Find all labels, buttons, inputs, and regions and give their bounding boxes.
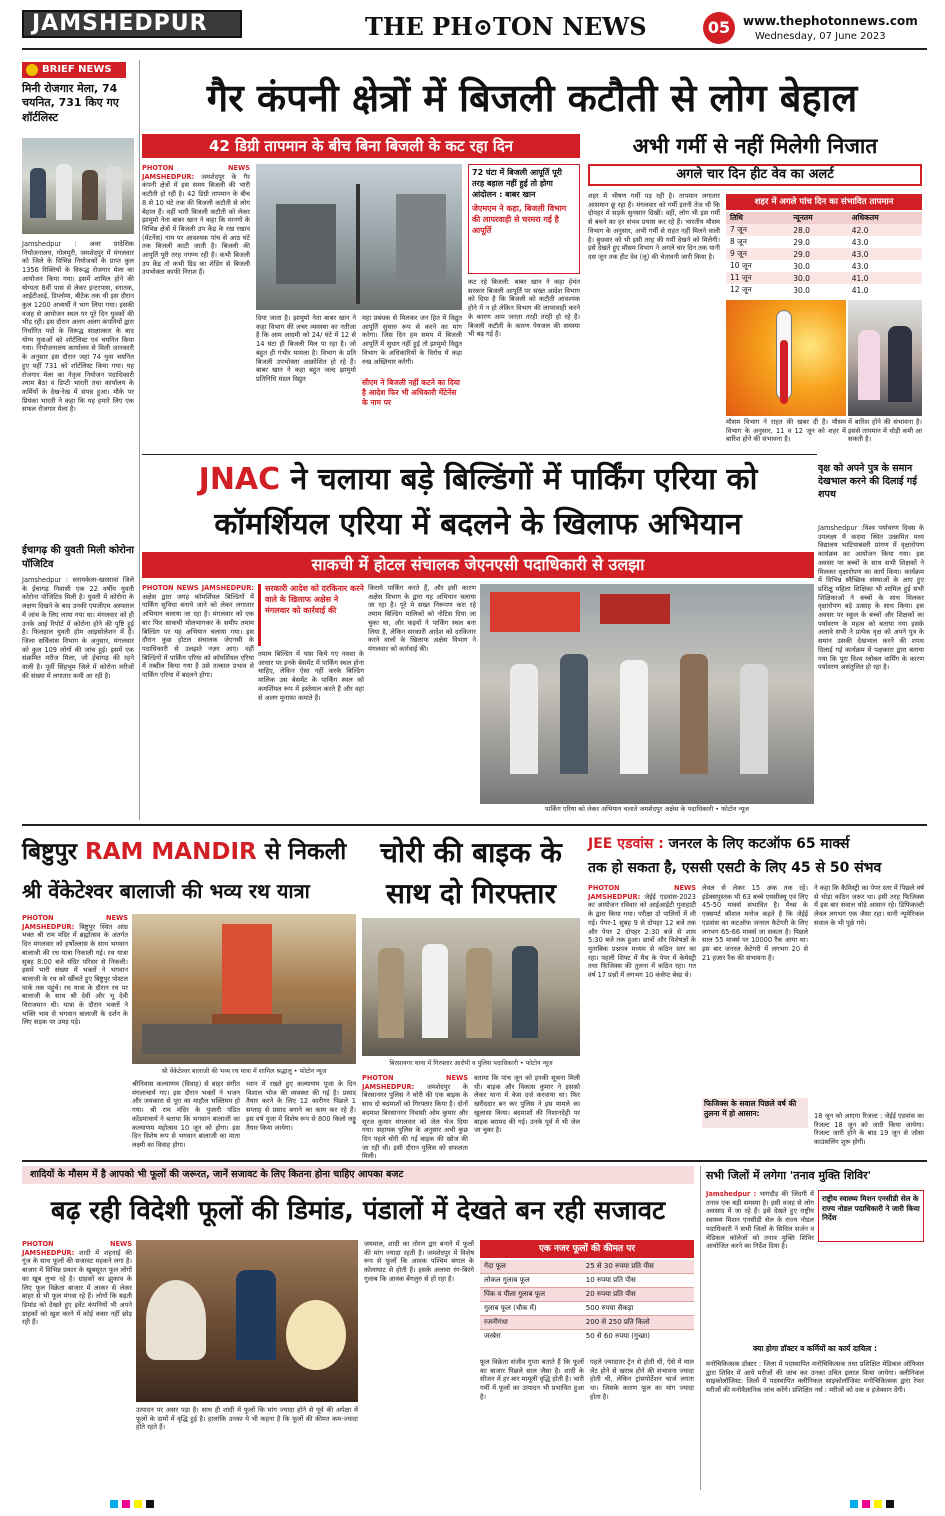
- power-body-3: महा प्रबंधक से मिलकर जन हित में विद्युत आपूर्ति सुचारु रूप से करने का मांग करेगा। जिस दिन हम समय में बिजली आपूर्ति में सुधार नहीं हुई तो झामुमो विद्युत विभाग के अधिकारियों के विरोध में कड़ा रुख अख्तियार करेगी।: [362, 314, 462, 366]
- table-row: 11 जून 30.0 41.0: [726, 272, 922, 284]
- brief-headline: मिनी रोजगार मेला, 74 चयनित, 731 किए गए शॉर्टलिस्ट: [22, 82, 119, 124]
- jee-body-1: [588, 884, 696, 1154]
- corona-body: Jamshedpur : सरायकेला-खरसावां जिले के ईचागढ़ निवासी एक 22 वर्षीय युवती कोरोना पॉजिटिव मिली है। युवती में कोरोना के लक्षण दिखने के बाद उनकी एमजीएम अस्पताल में जांच के लिए लाया गया था। मंगलवार को ही उनके आई रिपोर्ट में कोरोना होने की पुष्टि हुई है। फिलहाल युवती होम आइसोलेशन में हैं। जिला सर्विलांस विभाग के अनुसार, मंगलवार को कुल 109 लोगों की जांच हुई। इसमें एक संक्रमित मरीज मिला, जो ईचागढ़ की रहने वाली है। पूर्वी सिंहभूम जिले में कोरोना मरीजों की संख्या में लगातार कमी आ रही है।: [22, 576, 134, 680]
- tree-body: Jamshedpur :विश्व पर्यावरण दिवस के उपलक्ष्य में कदमा स्थित उत्क्रमित मध्य विद्यालय भाटियाबस्ती प्रांगण में वृक्षारोपण कार्यक्रम का आयोजन किया गया। इस अवसर पर बच्चों के साथ सभी शिक्षकों ने मिलकर वृक्षारोपण का कार्य किया। कार्यक्रम में विभिन्न स्वैच्छिक संस्थाओं के आए हुए प्रशिक्षु महिला शिक्षिका भी शामिल हुई सभी शिक्षिकाओं ने बच्चों के साथ मिलकर वृक्षारोपण बड़े उत्साह के साथ किया। इस अवसर पर स्कूल के बच्चों और शिक्षकों का पर्यावरण के महत्व को बताया गया इसके अलावे सभी ने प्रत्येक वृक्ष को अपने पुत्र के समान उसकी देखभाल करने की शपथ दिलाई गई कार्यक्रम में पक्षकारा द्वारा बताया गया कि पूरा विश्व ग्लोबल वार्मिंग के कारण पर्यावरण असंतुलित हो रहा है।: [818, 524, 924, 672]
- jee-note: 18 जून को आएगा रिजल्ट : जेईई एडवांस का रिजल्ट 18 जून को जारी किया जायेगा। रिजल्ट जारी होने के बाद 19 जून से जोसा काउंसलिंग शुरू होगी।: [814, 1112, 924, 1147]
- ram-text-1: बिष्टुपुर स्थित आंध्र भक्त श्री राम मंदिर में ब्रह्मोत्सव के अंतर्गत दिन मंगलवार को हर्षोल्लास के साथ भगवान बालाजी की रथ यात्रा निकाली गई। रथ यात्रा सुबह 8:00 बजे मंदिर परिसर से निकली। इसमें भारी संख्या में भक्तों ने भगवान बालाजी के रथ को खींचते हुए बिष्टुपुर पोस्टल पार्क तक पहुंचे। रथ यात्रा के दौरान रथ पर बालाजी के साथ श्री देवी और भू देवी विराजमान थी। यात्रा के दौरान भक्तों ने भक्ति भाव से भगवान बालाजी के दर्शन के लिए सड़क पर उमड़ पड़े।: [22, 922, 128, 1027]
- heat-table: [726, 212, 922, 296]
- power-body-4: कट रहे बिजली: बाबर खान ने कहा हेमंत सरकार बिजली आपूर्ति पर सख्त आदेश विभाग को दिया है कि बिजली को कटौती आवश्यक होने में न हो लेकिन विभाग की लापरवाही करने के कारण आम जनता तरही तरही हो रहे हैं। बिजली कटौती के कारण पेयजल की समस्या भी बढ़ गई है।: [468, 278, 580, 339]
- jee-body-3: ने कहा कि कैमिस्ट्री का पेपर स्तर में पिछले वर्ष से थोड़ा कठिन जरूर था। इसी तरह फिजिक्स में इस बार सवाल थोड़े आसान रहे। डिफिकल्टी लेवल लगभग एक जैसा रहा। यानी न्यूमेरिकल सवाल के भी पूछे गये।: [814, 884, 924, 927]
- jnac-headline-2: कॉमर्शियल एरिया में बदलने के खिलाफ अभियान: [214, 507, 742, 542]
- power-subhead: 42 डिग्री तापमान के बीच बिना बिजली के कट रहा दिन: [142, 134, 580, 158]
- ram-byline: PHOTON NEWS JAMSHEDPUR:: [22, 914, 128, 931]
- city-name: JAMSHEDPUR: [32, 11, 208, 36]
- bike-byline: PHOTON NEWS JAMSHEDPUR:: [362, 1074, 468, 1091]
- camp-body-2: मनोचिकित्सक डॉक्टर : जिला में पदस्थापित मनोचिकित्सक तथा प्रशिक्षित मेडिकल ऑफिसर द्वारा शिविर में आये मरीजों की जांच कर उनका उचित इलाज किया जायेगा। क्लीनिकल साइकोलॉजिस्ट: जिलों में पदस्थापित क्लीनिकल साइकोलॉजिस्ट मनोचिकित्सक द्वारा रेफर मरीजों की मनोवैज्ञानिक जांच करेंगे। प्रशिक्षित नर्स : मरीजों को दवा व इंजेक्शन देंगी।: [706, 1360, 924, 1395]
- flowers-body-5: पहले ज्यादातर ट्रेन से होती थी, ऐसे में माल लेट होने से खराब होने की संभावना ज्यादा होती थी, लेकिन ट्रांसपोर्टेशन चार्ज लगता था। जिसके कारण फूल का मांग ज्यादा होता है।: [590, 1358, 694, 1401]
- ram-body-2: श्रीनिवास कल्याणम (विवाह) से बाहर संगीत मंगलाचार्य गए। इस दौरान भक्तों ने भजन और जयकारा से पूरा का माहौल भक्तिमय हो गया। श्री राम मंदिर के पुजारी पंडित कोंडमाचार्य ने बताया कि भगवान बालाजी का कल्याणम महोत्सव 10 जून को होगा। इस दिन विशेष रूप से भगवान बालाजी का माता लक्ष्मी का विवाह होगा।: [132, 1080, 240, 1149]
- camp-mid-heading: क्या होगा डॉक्टर व कर्मियों का कार्य दायित्व :: [753, 1344, 877, 1353]
- bike-body-1: [362, 1074, 468, 1161]
- camp-byline: Jamshedpur :: [706, 1190, 757, 1198]
- flowers-body-2: उत्पादन पर असर पड़ा है। साथ ही शादी में फूलों कि मांग ज्यादा होने से पूर्व की अपेक्षा में फूलों के दामों में वृद्धि हुई है। हालांकि उनका ये भी कहना है कि फूलों की कीमत कम-ज्यादा होते रहते हैं।: [136, 1406, 358, 1432]
- jee-byline: PHOTON NEWS JAMSHEDPUR:: [588, 884, 696, 901]
- jnac-headline-rest: ने चलाया बड़े बिल्डिंगों में पार्किंग एरिया को: [290, 462, 758, 497]
- bike-headline-2: साथ दो गिरफ्तार: [386, 877, 556, 910]
- power-byline: PHOTON NEWS JAMSHEDPUR:: [142, 164, 250, 181]
- jnac-text-1: अक्षेस द्वारा जगह कॉमर्शियल बिल्डिंगों में पार्किंग सुविधा बनाये जाने को लेकर लगातार अभियान चलाया जा रहा है। मंगलवार को एक बार फिर साकची मोलभागकर के समीप तमाम बिल्डिंग पर यह अभियान चलाया गया। इस दौरान कुछ होटल संचालक जेएनसी के पदाधिकारी से उलझते नज़र आए। वहीं बिल्डिंगों में पार्किंग एरिया को कॉमर्शियल एरिया में तब्दील किया गया है उसे तत्काल प्रभाव से पार्किंग एरिया में बदलने होगा।: [142, 592, 254, 680]
- heat-body-2: मौसम विभाग ने राहत की खबर दी है। मौसम विभाग के अनुसार, 11 व 12 जून को शहर में बारिश होने की संभावना है।: [726, 418, 846, 444]
- jnac-body-1: [142, 584, 254, 814]
- jnac-subhead: साकची में होटल संचालक जेएनएसी पदाधिकारी से उलझा: [142, 552, 814, 578]
- registration-marks: [110, 1500, 910, 1508]
- jee-headline-2: तक हो सकता है, एससी एसटी के लिए 45 से 50 संभव: [588, 860, 882, 876]
- section-rule-2: [22, 824, 927, 826]
- table-row: 9 जून 29.0 43.0: [726, 248, 922, 260]
- jee-text-1: जेईई एडवांस-2023 का आयोजन रविवार को आईआईटी गुवाहाटी के द्वारा किया गया। परीक्षा दो पालियों में ली गई। पेपर-1 सुबह 9 से दोपहर 12 बजे तक और पेपर 2 दोपहर 2:30 बजे से शाम 5:30 बजे तक हुआ। छात्रों और विशेषज्ञों के मुताबिक प्रश्नपत्र मध्यम से कठिन स्तर का रहा। पहली शिफ्ट में मैथ के पेपर में केमेस्ट्री तथा फिजिक्स की तुलना में कठिन रहा। गत वर्ष 17 प्रश्नों में लगभग 10 कंसेप्ट बेस्ड थे।: [588, 892, 696, 980]
- jee-headline-tag: JEE एडवांस :: [588, 836, 664, 852]
- heat-col-max: अधिकतम: [851, 213, 879, 222]
- ram-headline-place: बिष्टुपुर: [22, 839, 77, 865]
- brief-badge: [22, 62, 126, 78]
- camp-box: राष्ट्रीय स्वास्थ्य मिशन एनसीडी सेल के राज्य नोडल पदाधिकारी ने जारी किया निर्देश: [818, 1190, 924, 1242]
- heat-subhead: अगले चार दिन हीट वेव का अलर्ट: [588, 164, 922, 186]
- camp-headline: सभी जिलों में लगेगा 'तनाव मुक्ति शिविर': [706, 1169, 872, 1182]
- jnac-byline: PHOTON NEWS JAMSHEDPUR:: [142, 584, 254, 592]
- bike-body-2: बताया कि पांच जून को इनकी सूचना मिली थी। बाइक और विकास कुमार ने इसको लेकर थाना में केस दर्ज करवाया था। फिर खरीददार बन कर पुलिस ने इस मामले का खुलासा किया। बदमाशों की निशानदेही पर बाइक बरामद की गई। उनके पूर्व में भी जेल जा चुका है।: [474, 1074, 580, 1135]
- jee-headline-1: [588, 832, 924, 856]
- table-row: जरबेरा 50 से 60 रुपया (गुच्छा): [484, 1332, 650, 1340]
- jnac-headline-acronym: JNAC: [198, 462, 281, 497]
- power-bullet-2: जेएमएम ने कहा, बिजली विभाग की लापरवाही से चरमरा गई है आपूर्ति: [472, 204, 567, 235]
- table-row: 8 जून 29.0 43.0: [730, 237, 869, 247]
- heat-thermometer-photo: [726, 300, 846, 416]
- flowers-byline: PHOTON NEWS JAMSHEDPUR:: [22, 1240, 132, 1257]
- power-substation-photo: [256, 164, 462, 310]
- camp-divider: [700, 1166, 701, 1490]
- table-row: पिंक व पीला गुलाब फूल 20 रुपया प्रति पीस: [480, 1288, 694, 1302]
- camp-text-1: भागदौड़ की जिंदगी में तनाव एक बड़ी समस्या है। इसी वजह से लोग अवसाद में जा रहे हैं। इसे देखते हुए राष्ट्रीय स्वास्थ्य मिशन एनसीडी सेल के राज्य नोडल पदाधिकारी ने सभी जिलों के सिविल सर्जन व मेडिकल कॉलेजों को तनाव मुक्ति शिविर आयोजित करने का निर्देश दिया है।: [706, 1190, 814, 1251]
- flowers-shop-photo: [136, 1240, 358, 1402]
- bike-text-1: जमशेदपुर के बिरसानगर पुलिस ने चोरी की एक बाइक के साथ दो बदमाशों को गिरफ्तार किया है। दोनों बदमाश बिरसानगर निवासी ओम कुमार और सूरज कुमार मंगलवार को जेल भेज दिया गया। सहायक पुलिस के अनुसार अभी कुछ दिन पहले चोरी की गई बाइक की खोज की जा रही थी। इसी दौरान पुलिस को सफलता मिली।: [362, 1082, 468, 1161]
- power-quote: सीएम ने बिजली नहीं कटने का दिया है आदेश फिर भी अधिकारी मेंटेनेंस के नाम पर: [362, 378, 461, 407]
- flowers-body-3: जयमाल, शादी का तोरण द्वार बनाने में फूलों की मांग ज्यादा रहती है। जमशेदपुर में विशेष रूप से फूलों कि आवक पश्चिम बंगाल के कोलाघाट से होती है। इसके अलावा रंग-बिरंगे गुलाब कि आवक बेंगलुरु से हो रहा है।: [364, 1240, 474, 1283]
- bike-headline-1: चोरी की बाइक के: [380, 836, 562, 869]
- ram-chariot-photo: [132, 914, 356, 1064]
- ram-body-3: ध्यान में रखते हुए कल्याणम पूजा के दिन विशाल भोज की व्यवस्था की गई है। प्रसाद तैयार करने के लिए 12 कारीगर पिछले 1 सप्ताह से प्रसाद बनाने का काम कर रहे हैं। इस वर्ष पूजा में विशेष रूप से 800 किलो लड्डू तैयार किया जायेगा।: [246, 1080, 356, 1132]
- issue-date: Wednesday, 07 June 2023: [755, 31, 886, 42]
- power-bullets: [468, 164, 580, 274]
- flowers-text-1: शादी में शहनाई की गूंज के साथ फूलों की सजावट महकने लगा है। बाजार में विभिन्न प्रकार के खूबसूरत फूल लोगों का खूब लुभा रहे है। ग्राहकों का झुकाव के लिए फूल विक्रेता बाजार में लाकर से लेकर बाहर से भी फूल मंगवा रहे हैं। लोगों कि बढ़ती डिमांड को देखते हुए इवेंट कंपनियों भी अपने ग्राहकों को खुश करने में कोई कसर नहीं छोड़ रही हैं।: [22, 1248, 132, 1327]
- masthead-rule: [22, 48, 927, 50]
- table-row: गेंदा फूल 25 से 30 रुपया प्रति पीस: [480, 1260, 694, 1274]
- heat-col-date: तिथि: [730, 213, 743, 222]
- paper-name: THE PH⊙TON NEWS: [365, 12, 647, 41]
- table-row: लोकल गुलाब फूल 10 रुपया प्रति पीस: [480, 1274, 694, 1288]
- page-number: 05: [703, 12, 735, 44]
- heat-body: शहर में भीषण गर्मी पड़ रही है। तापमान लगातार आसमान छू रहा है। मंगलवार को गर्मी इतनी तेज थी कि दोपहर में सड़कें सुनसान दिखीं। वहीं, लोग भी इस गर्मी से बचने का हर संभव प्रयास कर रहे हैं। भारतीय मौसम विभाग के अनुसार, अभी गर्मी से राहत नहीं मिलने वाली है। बुधवार को भी इसी तरह की गर्मी देखने को मिलेगी। इसे देखते हुए मौसम विभाग ने अगले चार दिन तक यानी दस जून तक हीट वेव (लू) की चेतावनी जारी किया है।: [588, 192, 720, 261]
- bike-arrest-photo: [362, 918, 580, 1056]
- table-row: 7 जून 28.0 42.0: [726, 224, 922, 236]
- heat-body-3: में बारिश होने की संभावना है। इससे तापमान में थोड़ी कमी आ सकती है।: [848, 418, 922, 444]
- power-headline: गैर कंपनी क्षेत्रों में बिजली कटौती से लोग बेहाल: [206, 76, 858, 120]
- ram-headline-temple: RAM MANDIR: [85, 839, 257, 865]
- ram-headline-1: [22, 832, 356, 872]
- flowers-headline: बढ़ रही विदेशी फूलों की डिमांड, पंडालों में देखते बन रही सजावट: [50, 1196, 666, 1226]
- flowers-price-table: [480, 1260, 694, 1343]
- jee-box: फिजिक्स के सवाल पिछले वर्ष की तुलना में हो आसान:: [702, 1098, 808, 1128]
- bike-caption: बिरसानगर थाना में गिरफ्तार आरोपी व पुलिस पदाधिकारी • फोटोन न्यूज: [389, 1060, 553, 1067]
- camp-body-1: [706, 1190, 814, 1340]
- flowers-kicker: शादियों के मौसम में है आपको भी फूलों की जरूरत, जानें सजावट के लिए कितना होना चाहिए आपका बजट: [22, 1166, 694, 1184]
- section-rule-3: [22, 1160, 927, 1162]
- jnac-body-3: किराये पार्किंग करते हैं, और इसी कारण अक्षेस विभाग के द्वारा यह अभियान चलाया जा रहा है। पूरे मे सख्त निरूपण करा रहे तमाम बिल्डिंग मालिकों को नोटिस दिया जा चुका था, और कइयों ने पार्किंग स्थल बना लिया है, लेकिन सरकारी आदेश को दरकिनार करने वालों के खिलाफ अक्षेस विभाग ने मंगलवार को कार्रवाई की।: [368, 584, 476, 653]
- heat-headline: अभी गर्मी से नहीं मिलेगी निजात: [632, 134, 878, 158]
- job-fair-photo: [22, 138, 134, 234]
- heat-table-title: शहर में अगले पांच दिन का संभावित तापमान: [726, 194, 922, 210]
- left-col-divider: [139, 60, 140, 820]
- brief-label: BRIEF NEWS: [42, 64, 112, 75]
- brief-body: Jamshedpur : अवर प्रादेशिक नियोजनालय, गोलमुरी, जमशेदपुर में मंगलवार को जिले के विभिन्न नियोजकों के प्राप्त कुल 1356 रिक्तियों के विरूद्ध रोजगार मेला का आयोजन किया गया। इसमें शामिल होने की योग्यता 8वीं पास से लेकर इन्टरपास, स्नातक, आईटीआई, डिप्लोमा, बीटेक तक थी इस दौरान कुल 1200 अभ्यर्थी ने भाग लिया गया। इसकी वजह से आयोजन स्थल पर पूरे दिन युवकों की भीड़ रही। इस दौरान अलग अलग कंपनियों द्वारा निर्धारित पदों के विरूद्ध साक्षात्कार के बाद योग्य युवाओं को शॉर्टलिस्ट एवं चयनित किया गया। नियोजनालय कार्यालय से मिली जानकारी के अनुसार इस दौरान जहां 74 युवा चयनित हुए वहीं 731 को शॉर्टलिस्ट किया गया। यह रोजगार मेला का नेतृत्व नियोजन पदाधिकारी श्याम बैठा व डिप्टी भारती तथा कार्यालय के कर्मियों के देख-रेख में संपन्न हुआ। मौके पर प्रियंका भारती ने कहा कि यह हमारे लिए एक सफल रोजगार मेला है।: [22, 240, 134, 414]
- jnac-headline-1: [142, 458, 814, 502]
- jnac-parking-photo: [480, 584, 814, 804]
- table-row: 10 जून 30.0 43.0: [730, 261, 869, 271]
- jnac-pullquote: सरकारी आदेश को दरकिनार करने वाले के खिलाफ अक्षेस ने मंगलवार को कार्रवाई की: [258, 584, 364, 646]
- heat-pedestrians-photo: [848, 300, 922, 416]
- ram-caption: श्री वेंकेटेश्वर बालाजी की भव्य रथ यात्रा में शामिल श्रद्धालु • फोटोन न्यूज: [161, 1068, 327, 1075]
- table-row: रजनीगंधा 200 से 250 प्रति किलो: [480, 1316, 694, 1330]
- jee-headline-rest: जनरल के लिए कटऑफ 65 मार्क्स: [668, 836, 850, 852]
- ram-headline-2: श्री वेंकेटेश्वर बालाजी की भव्य रथ यात्रा: [22, 879, 310, 903]
- table-row: 12 जून 30.0 41.0: [730, 285, 869, 295]
- table-row: गुलाब फूल (चौक में) 500 रुपया सैकड़ा: [480, 1302, 694, 1316]
- ram-body-1: [22, 914, 128, 1154]
- brief-icon: [26, 64, 38, 76]
- flowers-body-1: [22, 1240, 132, 1490]
- heat-col-min: न्यूनतम: [793, 213, 813, 222]
- masthead: [0, 0, 945, 48]
- power-text-1: जमशेदपुर के गैर कंपनी क्षेत्रों में इस समय बिजली की भारी कटौती हो रही है। 42 डिग्री तापमान के बीच 8 से 10 घंटे तक की बिजली कटौती से लोग बेहाल हैं। वहीं भारी बिजली कटौती को लेकर झामुमो नेता बाबर खान ने कहा कि मानगो के विभिन्न क्षेत्रों में बिजली उप केंद्र के रख रखाव (मेंटनेंस) नाम पर आवश्यक पांच से आठ घंटे तक बिजली काटी जाती है। बिजली की आपूर्ति पूरी तरह नगण्य रही है। कभी बिजली उप केंद्र तो कभी ग्रिड का शेडिंग से बिजली उपभोक्ता काफी निराश हैं।: [142, 172, 250, 277]
- tree-headline: वृक्ष को अपने पुत्र के समान देखभाल करने की दिलाई गई शपथ: [818, 463, 917, 501]
- section-rule-1: [142, 454, 817, 455]
- power-bullet-1: 72 घंटा में बिजली आपूर्ति पूरी तरह बहाल नहीं हुई तो होगा आंदोलन : बाबर खान: [472, 168, 562, 199]
- ram-headline-verb: से निकली: [264, 839, 347, 865]
- jnac-caption: पार्किंग एरिया को लेकर अभियान चलाते जमशेदपुर अक्षेस के पदाधिकारी • फोटोन न्यूज: [545, 805, 749, 813]
- website[interactable]: www.thephotonnews.com: [743, 14, 918, 28]
- power-body-2: दिया जाता है। झामुमो नेता बाबर खान ने कहा विभाग की लचर व्यवस्था का नतीजा है कि आम आदमी को 24/ घंटे में 12 से 14 घंटा ही बिजली मिल पा रहा है। जो बहुत ही गंभीर मामला है। विभाग के प्रति बिजली उपभोक्ता आक्रोशित हो रहे हैं। बाबर खान ने कहा बहुत जल्द झामुमो प्रतिनिधि मंडल विद्युत: [256, 314, 356, 383]
- flowers-body-4: फूल विक्रेता संजीव गुप्ता बताते हैं कि फूलों का बाजार पिछले साल जैसा है। शादी के सीजन में हर बार मामूली वृद्धि होती है। भारी गर्मी में फूलों का उत्पादन भी प्रभावित हुआ है।: [480, 1358, 584, 1401]
- corona-headline: ईचागढ़ की युवती मिली कोरोना पॉजिटिव: [22, 545, 134, 570]
- flowers-price-title: एक नजर फूलों की कीमत पर: [480, 1240, 694, 1258]
- jee-body-2: लेवल से लेकर 15 अंक तक रहे। इंडेक्सपुस्तक भी 63 बच्चे एमसीक्यू एवं लिए 45-50 मार्क्स संभावित है। मैथ्स के एक्सपर्ट कौशल मनोज कहते हैं कि जेईई एडवांस का कटऑफ जनरल कैटेगरी के लिए लगभग 65-66 मार्क्स जा सकता है। पिछले साल 55 मार्क्स पर 10000 रैंक आया था। इस बार जनरल केटेगरी में लगभग 20 से 21 हजार रैंक की संभावना है।: [702, 884, 808, 962]
- power-body-1: [142, 164, 250, 416]
- jnac-body-2: तमाम बिल्डिंग में पास किये गए नक्शा के आधार पर इनके बेसमेंट में पार्किंग स्थल होना चाहिए, लेकिन ऐसा नहीं करके बिल्डिंग मालिक उस बेसमेंट के पार्किंग स्थल को कमर्शियल रूप में इस्तेमाल करते हैं और वहां से अलग मुनाफा कमाते हैं।: [258, 650, 364, 702]
